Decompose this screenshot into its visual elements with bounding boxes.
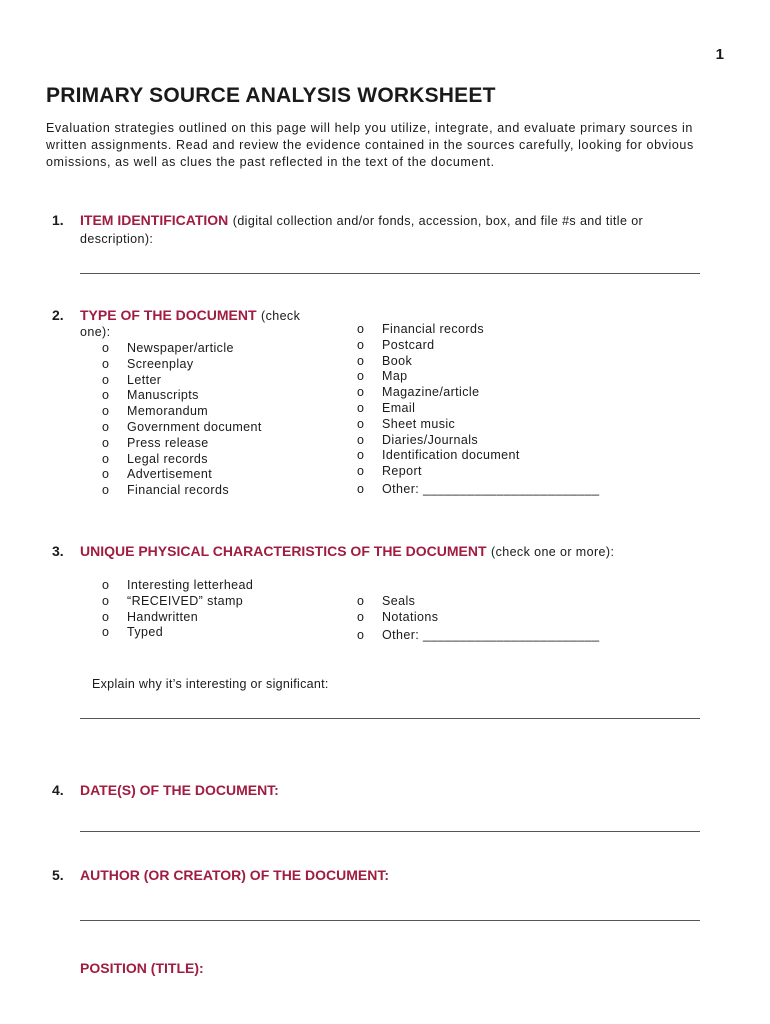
section-4-number: 4. — [52, 782, 64, 798]
page-number: 1 — [715, 46, 724, 63]
checkbox-option[interactable]: o Postcard — [357, 337, 435, 352]
section-1-title: ITEM IDENTIFICATION — [80, 212, 229, 228]
checkbox-option-other[interactable]: o Other: ________________________ — [357, 627, 600, 642]
checkbox-option[interactable]: o Email — [357, 400, 416, 415]
section-3-note: (check one or more): — [491, 545, 615, 559]
checkbox-option[interactable]: o Press release — [102, 435, 209, 450]
section-2-title: TYPE OF THE DOCUMENT — [80, 307, 257, 323]
section-5-number: 5. — [52, 867, 64, 883]
doc-type-left-list — [102, 341, 262, 499]
checkbox-option[interactable]: o Book — [357, 353, 413, 368]
section-1-note: (digital collection and/or fonds, accession, box, and file #s and title or — [232, 214, 644, 228]
checkbox-option[interactable]: o Financial records — [102, 483, 229, 498]
checkbox-option[interactable]: o Advertisement — [102, 467, 213, 482]
checkbox-option[interactable]: o Handwritten — [102, 609, 199, 624]
section-2-note-cont: one): — [80, 325, 111, 339]
checkbox-option[interactable]: o Newspaper/article — [102, 341, 234, 355]
checkbox-option[interactable]: o Manuscripts — [102, 388, 199, 403]
section-1-number: 1. — [52, 212, 64, 228]
checkbox-option[interactable]: o Sheet music — [357, 416, 456, 431]
section-1-note-cont: description): — [80, 232, 154, 246]
checkbox-option[interactable]: o “RECEIVED” stamp — [102, 593, 244, 608]
checkbox-option[interactable]: o Diaries/Journals — [357, 432, 479, 447]
section-1-header — [80, 212, 643, 230]
section-3-title: UNIQUE PHYSICAL CHARACTERISTICS OF THE DOCUMENT — [80, 543, 487, 559]
explain-prompt: Explain why it’s interesting or significant: — [92, 677, 329, 691]
checkbox-option[interactable]: o Memorandum — [102, 404, 209, 419]
checkbox-option[interactable]: o Letter — [102, 372, 162, 387]
checkbox-option[interactable]: o Legal records — [102, 451, 208, 466]
checkbox-option[interactable]: o Seals — [357, 594, 416, 608]
date-answer-line[interactable] — [80, 831, 700, 832]
characteristics-left-list — [102, 578, 253, 641]
section-2-note: (check — [261, 309, 301, 323]
checkbox-option[interactable]: o Financial records — [357, 322, 484, 336]
position-title: POSITION (TITLE): — [80, 960, 204, 976]
checkbox-option[interactable]: o Interesting letterhead — [102, 578, 254, 592]
section-3-header — [80, 543, 614, 561]
doc-type-right-list — [357, 322, 599, 498]
section-4-title: DATE(S) OF THE DOCUMENT: — [80, 782, 279, 798]
checkbox-option[interactable]: o Identification document — [357, 448, 520, 463]
checkbox-option[interactable]: o Report — [357, 464, 422, 479]
checkbox-option[interactable]: o Magazine/article — [357, 385, 480, 400]
page-title: PRIMARY SOURCE ANALYSIS WORKSHEET — [46, 84, 496, 107]
section-5-title: AUTHOR (OR CREATOR) OF THE DOCUMENT: — [80, 867, 390, 883]
section-2-header — [80, 307, 300, 325]
section-3-number: 3. — [52, 543, 64, 559]
explain-answer-line[interactable] — [80, 718, 700, 719]
checkbox-option[interactable]: o Typed — [102, 625, 164, 640]
checkbox-option[interactable]: o Government document — [102, 419, 262, 434]
checkbox-option[interactable]: o Notations — [357, 609, 439, 624]
checkbox-option[interactable]: o Screenplay — [102, 356, 194, 371]
checkbox-option[interactable]: o Map — [357, 369, 408, 384]
author-answer-line[interactable] — [80, 920, 700, 921]
item-identification-line[interactable] — [80, 273, 700, 274]
section-2-number: 2. — [52, 307, 64, 323]
checkbox-option-other[interactable]: o Other: ________________________ — [357, 481, 600, 496]
characteristics-right-list — [357, 594, 599, 643]
intro-paragraph: Evaluation strategies outlined on this page will help you utilize, integrate, and evaluate primary sources in written assignments. Read and review the evidence contained in the sources carefully, looking for obvious omissions, as well as clues the past reflected in the text of the document. — [46, 121, 694, 169]
